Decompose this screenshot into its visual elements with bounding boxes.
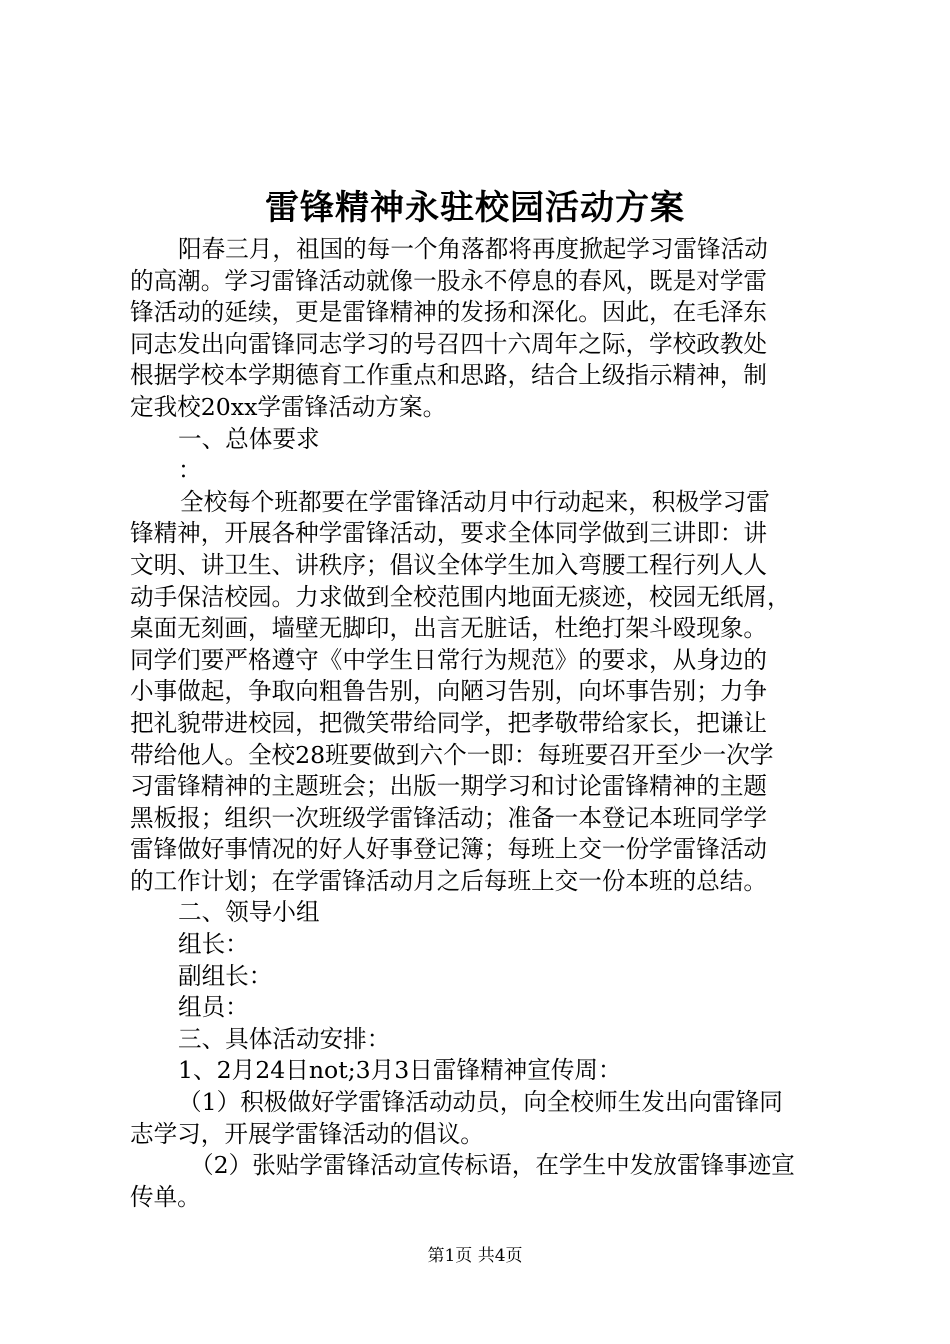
paragraph-line: 组员：: [178, 993, 249, 1022]
section-heading: 三、具体活动安排：: [178, 1024, 391, 1053]
document-title: 雷锋精神永驻校园活动方案: [265, 188, 685, 228]
paragraph-line: 动手保洁校园。力求做到全校范围内地面无痰迹，校园无纸屑，: [130, 582, 791, 611]
paragraph-line: 根据学校本学期德育工作重点和思路，结合上级指示精神，制: [130, 361, 768, 390]
paragraph-line: 同志发出向雷锋同志学习的号召四十六周年之际，学校政教处: [130, 329, 768, 358]
paragraph-line: 全校每个班都要在学雷锋活动月中行动起来，积极学习雷: [180, 487, 770, 516]
paragraph-line: 的高潮。学习雷锋活动就像一股永不停息的春风，既是对学雷: [130, 266, 768, 295]
paragraph-line: 同学们要严格遵守《中学生日常行为规范》的要求，从身边的: [130, 645, 768, 674]
paragraph-line: （2）张贴学雷锋活动宣传标语，在学生中发放雷锋事迹宣: [190, 1151, 795, 1180]
paragraph-line: 组长：: [178, 930, 249, 959]
paragraph-line: 志学习，开展学雷锋活动的倡议。: [130, 1119, 484, 1148]
paragraph-line: 把礼貌带进校园，把微笑带给同学，把孝敬带给家长，把谦让: [130, 708, 768, 737]
paragraph-line: ：: [178, 456, 202, 485]
paragraph-line: 习雷锋精神的主题班会；出版一期学习和讨论雷锋精神的主题: [130, 772, 768, 801]
paragraph-line: 阳春三月，祖国的每一个角落都将再度掀起学习雷锋活动: [178, 235, 768, 263]
paragraph-line: 副组长：: [178, 961, 273, 990]
document-body: [130, 234, 830, 1213]
paragraph-line: 1、2月24日not;3月3日雷锋精神宣传周：: [178, 1056, 622, 1085]
paragraph-line: （1）积极做好学雷锋活动动员，向全校师生发出向雷锋同: [178, 1088, 783, 1117]
paragraph-line: 定我校20xx学雷锋活动方案。: [130, 392, 447, 421]
paragraph-line: 桌面无刻画，墙壁无脚印，出言无脏话，杜绝打架斗殴现象。: [130, 614, 768, 643]
section-heading: 二、领导小组: [178, 898, 320, 927]
paragraph-line: 小事做起，争取向粗鲁告别，向陋习告别，向坏事告别；力争: [130, 677, 768, 706]
paragraph-line: 的工作计划；在学雷锋活动月之后每班上交一份本班的总结。: [130, 866, 768, 895]
paragraph-line: 黑板报；组织一次班级学雷锋活动；准备一本登记本班同学学: [130, 803, 768, 832]
paragraph-line: 雷锋做好事情况的好人好事登记簿；每班上交一份学雷锋活动: [130, 835, 768, 864]
page-indicator: 第1页 共4页: [427, 1246, 523, 1266]
paragraph-line: 文明、讲卫生、讲秩序；倡议全体学生加入弯腰工程行列人人: [130, 550, 768, 579]
section-heading: 一、总体要求: [178, 424, 320, 453]
paragraph-line: 锋精神，开展各种学雷锋活动，要求全体同学做到三讲即：讲: [130, 519, 768, 548]
paragraph-line: 带给他人。全校28班要做到六个一即：每班要召开至少一次学: [130, 740, 774, 769]
paragraph-line: 传单。: [130, 1182, 201, 1211]
paragraph-line: 锋活动的延续，更是雷锋精神的发扬和深化。因此，在毛泽东: [130, 298, 768, 327]
